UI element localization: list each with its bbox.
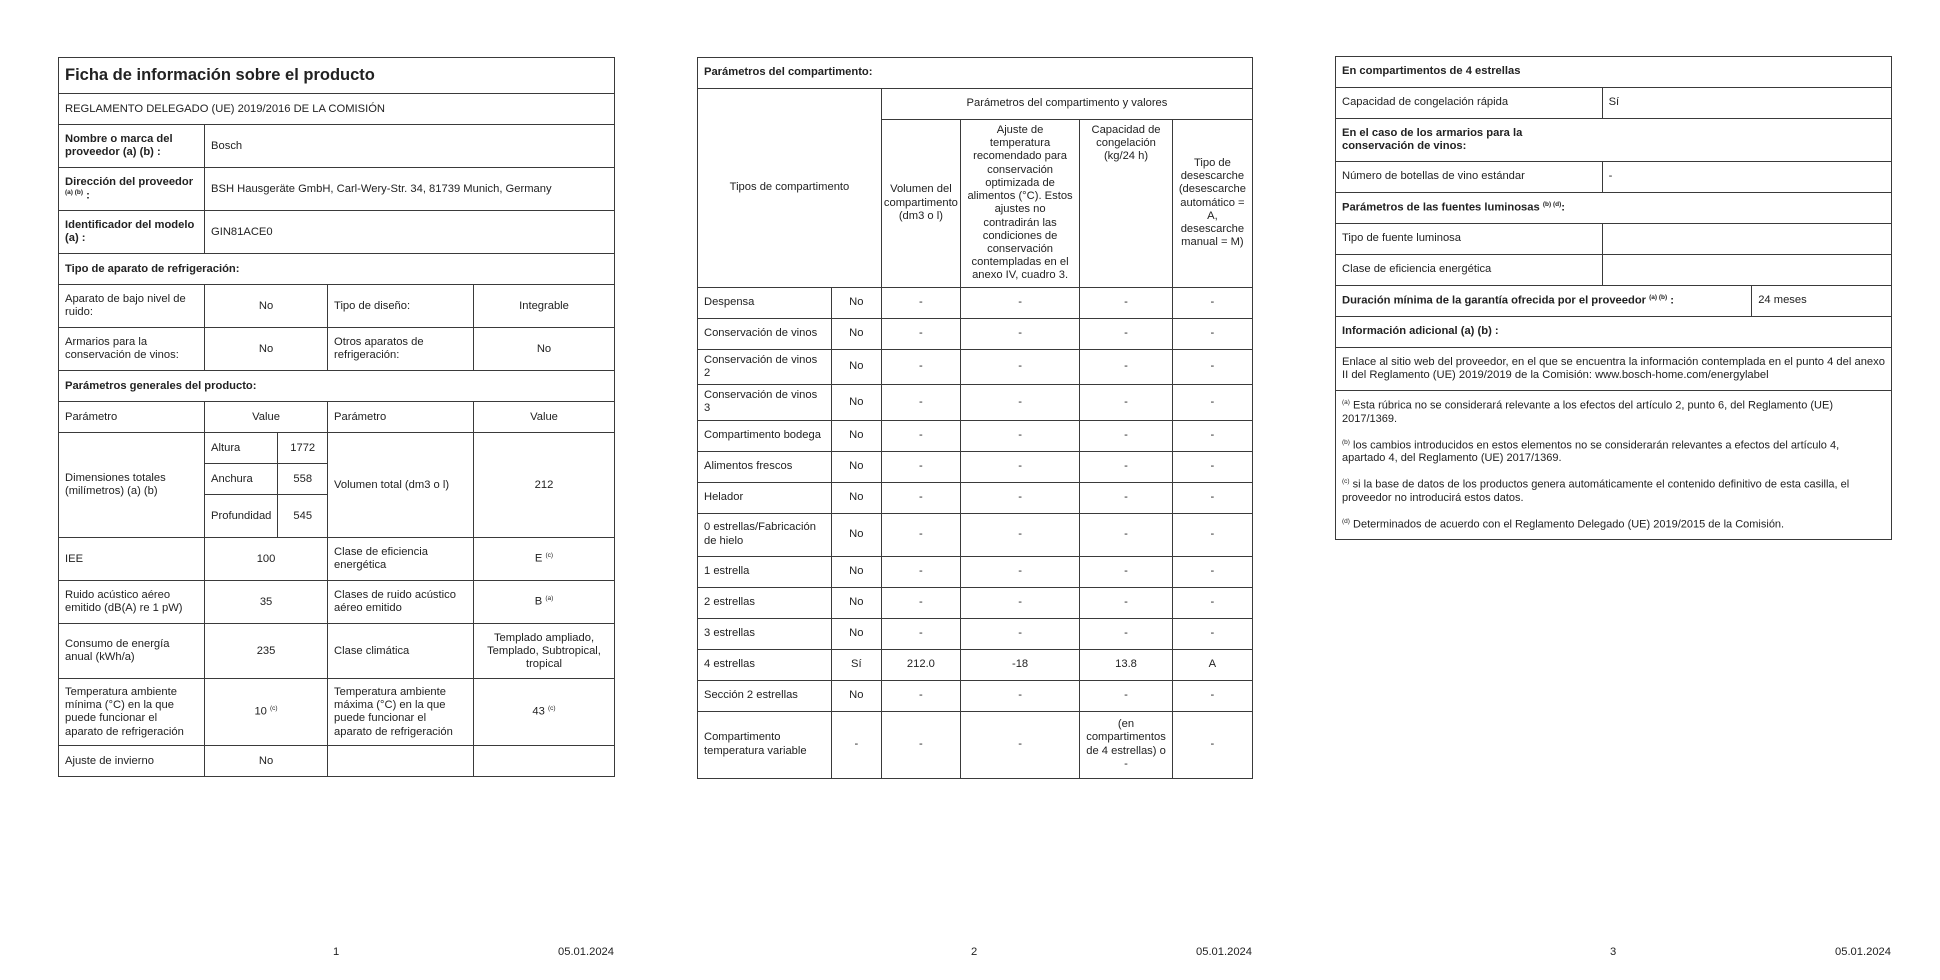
compartment-temp-cell: - [960, 420, 1079, 451]
table-row [698, 451, 1253, 482]
compartment-name-cell: Conservación de vinos 3 [698, 385, 832, 420]
compartment-present-cell: No [831, 451, 881, 482]
wine-header: En el caso de los armarios para la conservación de vinos: [1336, 119, 1603, 162]
height-label: Altura [205, 433, 278, 464]
depth-value: 545 [278, 495, 328, 538]
compartment-defrost-cell: - [1172, 349, 1252, 384]
footnote: $^{(b)}$ los cambios introducidos en estos elementos no se considerarán relevantes a efectos del artículo 4, apartado 4, del Reglamento (UE) 2017/1369. [1342, 438, 1840, 465]
compartment-present-cell: No [831, 618, 881, 649]
footnotes [1336, 391, 1892, 540]
four-star-header: En compartimentos de 4 estrellas [1336, 57, 1892, 88]
energy-label-link: Enlace al sitio web del proveedor, en el que se encuentra la información contemplada en el punto 4 del anexo II del Reglamento (UE) 2019/2019 de la Comisión: www.bosch-home.com/energylabel [1336, 348, 1892, 391]
climate-class-label: Clase climática [328, 624, 474, 679]
compartment-defrost-cell: - [1172, 556, 1252, 587]
compartment-defrost-cell: - [1172, 618, 1252, 649]
compartment-temp-cell: -18 [960, 649, 1079, 680]
compartment-name-cell: Conservación de vinos [698, 318, 832, 349]
page-date: 05.01.2024 [1835, 946, 1891, 958]
total-volume-value: 212 [474, 433, 615, 538]
compartment-temp-cell: - [960, 349, 1079, 384]
compartment-name-cell: Conservación de vinos 2 [698, 349, 832, 384]
supplier-name-label: Nombre o marca del proveedor (a) (b) : [59, 125, 205, 168]
compartment-temp-cell: - [960, 556, 1079, 587]
param-header-2: Parámetro [328, 402, 474, 433]
compartment-freeze-cell: - [1080, 318, 1173, 349]
noise-label: Ruido acústico aéreo emitido (dB(A) re 1 pW) [59, 581, 205, 624]
param-header: Parámetro [59, 402, 205, 433]
compartment-defrost-cell: A [1172, 649, 1252, 680]
compartment-defrost-cell: - [1172, 587, 1252, 618]
wine-cabinet-value: No [205, 328, 328, 371]
min-temp-value: 10 $^{(c)}$ [205, 679, 328, 746]
bottles-value: - [1602, 162, 1891, 193]
col-freeze-header: Capacidad de congelación (kg/24 h) [1080, 120, 1173, 288]
compartment-defrost-cell: - [1172, 385, 1252, 420]
design-type-value: Integrable [474, 285, 615, 328]
compartment-name-cell: Sección 2 estrellas [698, 680, 832, 711]
compartment-temp-cell: - [960, 451, 1079, 482]
dimensions-label: Dimensiones totales (milímetros) (a) (b) [59, 433, 205, 538]
appliance-type-header: Tipo de aparato de refrigeración: [59, 254, 615, 285]
warranty-value: 24 meses [1752, 286, 1892, 317]
compartment-freeze-cell: - [1080, 680, 1173, 711]
consumption-value: 235 [205, 624, 328, 679]
compartment-present-cell: - [831, 711, 881, 778]
empty-cell [328, 746, 474, 777]
compartment-freeze-cell: - [1080, 287, 1173, 318]
compartment-temp-cell: - [960, 287, 1079, 318]
consumption-label: Consumo de energía anual (kWh/a) [59, 624, 205, 679]
compartment-present-cell: No [831, 556, 881, 587]
table-row [698, 482, 1253, 513]
height-value: 1772 [278, 433, 328, 464]
supplier-address: BSH Hausgeräte GmbH, Carl-Wery-Str. 34, 81739 Munich, Germany [205, 168, 615, 211]
table-row [698, 349, 1253, 384]
compartment-defrost-cell: - [1172, 420, 1252, 451]
empty-cell [1602, 119, 1891, 162]
compartment-volume-cell: - [881, 680, 960, 711]
compartment-present-cell: No [831, 287, 881, 318]
compartment-temp-cell: - [960, 318, 1079, 349]
compartment-defrost-cell: - [1172, 287, 1252, 318]
page-title: Ficha de información sobre el producto [59, 58, 615, 94]
compartment-volume-cell: 212.0 [881, 649, 960, 680]
compartment-present-cell: No [831, 349, 881, 384]
compartment-temp-cell: - [960, 680, 1079, 711]
compartment-freeze-cell: - [1080, 618, 1173, 649]
fast-freeze-value: Sí [1602, 88, 1891, 119]
compartment-volume-cell: - [881, 420, 960, 451]
general-params-header: Parámetros generales del producto: [59, 371, 615, 402]
compartment-freeze-cell: - [1080, 482, 1173, 513]
compartment-volume-cell: - [881, 287, 960, 318]
compartment-temp-cell: - [960, 587, 1079, 618]
other-appliance-value: No [474, 328, 615, 371]
compartment-name-cell: 4 estrellas [698, 649, 832, 680]
compartment-defrost-cell: - [1172, 451, 1252, 482]
compartment-name-cell: Helador [698, 482, 832, 513]
table-row [698, 618, 1253, 649]
compartment-defrost-cell: - [1172, 318, 1252, 349]
regulation: REGLAMENTO DELEGADO (UE) 2019/2016 DE LA COMISIÓN [59, 94, 615, 125]
page-date: 05.01.2024 [558, 946, 614, 958]
noise-value: 35 [205, 581, 328, 624]
compartment-volume-cell: - [881, 482, 960, 513]
min-temp-label: Temperatura ambiente mínima (°C) en la que puede funcionar el aparato de refrigeración [59, 679, 205, 746]
compartment-temp-cell: - [960, 618, 1079, 649]
table-row [698, 420, 1253, 451]
col-defrost-header: Tipo de desescarche (desescarche automático = A, desescarche manual = M) [1172, 120, 1252, 288]
compartment-present-cell: No [831, 680, 881, 711]
light-class-label: Clase de eficiencia energética [1336, 255, 1603, 286]
max-temp-label: Temperatura ambiente máxima (°C) en la que puede funcionar el aparato de refrigeración [328, 679, 474, 746]
compartment-name-cell: Alimentos frescos [698, 451, 832, 482]
energy-class-label: Clase de eficiencia energética [328, 538, 474, 581]
compartment-temp-cell: - [960, 711, 1079, 778]
additional-info-header: Información adicional (a) (b) : [1336, 317, 1892, 348]
types-header: Tipos de compartimento [698, 89, 882, 288]
low-noise-value: No [205, 285, 328, 328]
table-row [698, 587, 1253, 618]
compartment-volume-cell: - [881, 451, 960, 482]
compartment-freeze-cell: - [1080, 420, 1173, 451]
compartment-volume-cell: - [881, 513, 960, 556]
compartment-present-cell: No [831, 385, 881, 420]
compartment-name-cell: Despensa [698, 287, 832, 318]
compartment-temp-cell: - [960, 482, 1079, 513]
light-type-value [1602, 224, 1891, 255]
compartment-present-cell: No [831, 513, 881, 556]
depth-label: Profundidad [205, 495, 278, 538]
compartment-temp-cell: - [960, 513, 1079, 556]
compartment-defrost-cell: - [1172, 711, 1252, 778]
compartment-temp-cell: - [960, 385, 1079, 420]
compartment-table [697, 57, 1253, 779]
additional-info-table [1335, 56, 1892, 540]
width-value: 558 [278, 464, 328, 495]
compartment-freeze-cell: - [1080, 587, 1173, 618]
compartment-present-cell: No [831, 318, 881, 349]
table-row [698, 711, 1253, 778]
compartment-present-cell: No [831, 420, 881, 451]
noise-class-value: B $^{(a)}$ [474, 581, 615, 624]
compartment-freeze-cell: - [1080, 513, 1173, 556]
compartment-name-cell: 2 estrellas [698, 587, 832, 618]
compartment-name-cell: 0 estrellas/Fabricación de hielo [698, 513, 832, 556]
table-row [698, 287, 1253, 318]
table-row [698, 385, 1253, 420]
light-type-label: Tipo de fuente luminosa [1336, 224, 1603, 255]
compartment-freeze-cell: (en compartimentos de 4 estrellas) o - [1080, 711, 1173, 778]
compartment-name-cell: 1 estrella [698, 556, 832, 587]
model-id-label: Identificador del modelo (a) : [59, 211, 205, 254]
compartment-name-cell: Compartimento bodega [698, 420, 832, 451]
compartment-volume-cell: - [881, 385, 960, 420]
light-header: Parámetros de las fuentes luminosas $^{(b) (d)}$: [1336, 193, 1892, 224]
supplier-name: Bosch [205, 125, 615, 168]
col-temp-header: Ajuste de temperatura recomendado para conservación optimizada de alimentos (°C). Estos ajustes no contradirán las condiciones de conservación contempladas en el anexo IV, cuadro 3. [960, 120, 1079, 288]
climate-class-value: Templado ampliado, Templado, Subtropical, tropical [474, 624, 615, 679]
compartment-volume-cell: - [881, 556, 960, 587]
compartment-volume-cell: - [881, 318, 960, 349]
table-row [698, 318, 1253, 349]
compartment-freeze-cell: - [1080, 451, 1173, 482]
empty-cell [474, 746, 615, 777]
width-label: Anchura [205, 464, 278, 495]
compartment-volume-cell: - [881, 587, 960, 618]
eei-value: 100 [205, 538, 328, 581]
page-number: 3 [1610, 946, 1617, 958]
footnote: $^{(a)}$ Esta rúbrica no se considerará relevante a los efectos del artículo 2, punto 6, del Reglamento (UE) 2017/1369. [1342, 399, 1833, 425]
winter-label: Ajuste de invierno [59, 746, 205, 777]
value-header: Value [205, 402, 328, 433]
fast-freeze-label: Capacidad de congelación rápida [1336, 88, 1603, 119]
max-temp-value: 43 $^{(c)}$ [474, 679, 615, 746]
model-id: GIN81ACE0 [205, 211, 615, 254]
table-row [698, 556, 1253, 587]
table-row [698, 680, 1253, 711]
light-class-value [1602, 255, 1891, 286]
supplier-address-label: Dirección del proveedor $^{(a) (b)}$ : [59, 168, 205, 211]
compartment-freeze-cell: - [1080, 556, 1173, 587]
footnote: $^{(d)}$ Determinados de acuerdo con el Reglamento Delegado (UE) 2019/2015 de la Comisión. [1342, 517, 1785, 531]
other-appliance-label: Otros aparatos de refrigeración: [328, 328, 474, 371]
footnote: $^{(c)}$ si la base de datos de los productos genera automáticamente el contenido definitivo de esta casilla, el proveedor no introducirá estos datos. [1342, 478, 1850, 504]
wine-cabinet-label: Armarios para la conservación de vinos: [59, 328, 205, 371]
compartment-present-cell: Sí [831, 649, 881, 680]
compartment-freeze-cell: - [1080, 385, 1173, 420]
energy-class-value: E $^{(c)}$ [474, 538, 615, 581]
total-volume-label: Volumen total (dm3 o l) [328, 433, 474, 538]
compartment-volume-cell: - [881, 711, 960, 778]
compartment-volume-cell: - [881, 349, 960, 384]
eei-label: IEE [59, 538, 205, 581]
compartment-freeze-cell: - [1080, 349, 1173, 384]
compartment-name-cell: 3 estrellas [698, 618, 832, 649]
compartment-name-cell: Compartimento temperatura variable [698, 711, 832, 778]
compartment-params-header: Parámetros del compartimento: [698, 58, 1253, 89]
product-info-table [58, 57, 615, 777]
page-number: 1 [333, 946, 340, 958]
winter-value: No [205, 746, 328, 777]
bottles-label: Número de botellas de vino estándar [1336, 162, 1603, 193]
compartment-defrost-cell: - [1172, 482, 1252, 513]
page-date: 05.01.2024 [1196, 946, 1252, 958]
low-noise-label: Aparato de bajo nivel de ruido: [59, 285, 205, 328]
compartment-volume-cell: - [881, 618, 960, 649]
compartment-freeze-cell: 13.8 [1080, 649, 1173, 680]
compartment-present-cell: No [831, 587, 881, 618]
warranty-label: Duración mínima de la garantía ofrecida por el proveedor $^{(a) (b)}$ : [1336, 286, 1752, 317]
col-volume-header: Volumen del compartimento (dm3 o l) [881, 120, 960, 288]
design-type-label: Tipo de diseño: [328, 285, 474, 328]
table-row [698, 513, 1253, 556]
page-number: 2 [971, 946, 978, 958]
compartment-present-cell: No [831, 482, 881, 513]
group-header: Parámetros del compartimento y valores [881, 89, 1252, 120]
compartment-defrost-cell: - [1172, 680, 1252, 711]
table-row [698, 649, 1253, 680]
value-header-2: Value [474, 402, 615, 433]
noise-class-label: Clases de ruido acústico aéreo emitido [328, 581, 474, 624]
compartment-defrost-cell: - [1172, 513, 1252, 556]
